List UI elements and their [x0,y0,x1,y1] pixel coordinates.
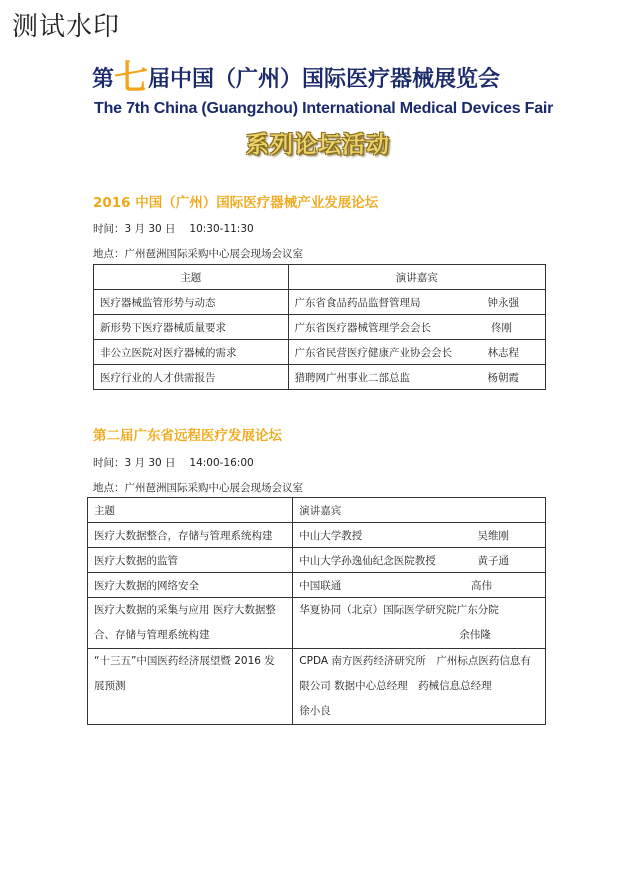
forum2-title: 第二届广东省远程医疗发展论坛 [93,428,282,444]
forum1-location: 地点：广州琶洲国际采购中心展会现场会议室 [93,248,303,260]
speaker-name: 佟刚 [491,321,512,334]
topic-cell: 非公立医院对医疗器械的需求 [94,340,289,365]
table-header-row [88,498,546,523]
speaker-cell [288,340,545,365]
speaker-org: 中国联通 [299,579,342,592]
speaker-org: 中山大学孙逸仙纪念医院教授 [299,554,436,567]
table-row [94,315,546,340]
speaker-cell [293,649,546,725]
forum2-table [87,497,546,725]
forum2-location: 地点：广州琶洲国际采购中心展会现场会议室 [93,482,303,494]
speaker-name: 吴维刚 [477,529,509,542]
speaker-cell [293,598,546,649]
topic-line: 展预测 [94,680,126,692]
topic-cell [88,649,293,725]
topic-cell: 新形势下医疗器械质量要求 [94,315,289,340]
col-topic-header: 主题 [94,265,289,290]
speaker-name: 林志程 [487,346,519,359]
speaker-name: 徐小良 [299,705,331,717]
col-topic-header: 主题 [88,498,293,523]
table-row [88,523,546,548]
forum1-time: 时间：3 月 30 日 10:30-11:30 [93,223,254,235]
table-row [88,649,546,725]
speaker-line: CPDA 南方医药经济研究所 广州标点医药信息有 [299,655,531,667]
speaker-cell [293,548,546,573]
speaker-line: 限公司 数据中心总经理 药械信息总经理 [299,680,492,692]
col-speakers-header: 演讲嘉宾 [288,265,545,290]
series-banner: 系列论坛活动 [246,132,390,158]
speaker-name: 黄子通 [477,554,509,567]
speaker-name: 高伟 [471,579,492,592]
forum1-title: 2016 中国（广州）国际医疗器械产业发展论坛 [93,195,379,211]
speaker-cell [288,365,545,390]
col-speakers-header: 演讲嘉宾 [293,498,546,523]
topic-cell: 医疗大数据的监管 [88,548,293,573]
table-row [94,290,546,315]
speaker-org: 中山大学教授 [299,529,363,542]
fair-title-en: The 7th China (Guangzhou) International Medical Devices Fair [94,100,554,117]
forum2-time: 时间：3 月 30 日 14:00-16:00 [93,457,254,469]
topic-line: “十三五”中国医药经济展望暨 2016 发 [94,655,275,667]
speaker-cell [293,573,546,598]
table-row [88,573,546,598]
topic-line: 医疗大数据的采集与应用 医疗大数据整 [94,604,276,616]
table-row [94,365,546,390]
speaker-cell [288,315,545,340]
topic-cell: 医疗大数据整合，存储与管理系统构建 [88,523,293,548]
title-suffix: 届中国（广州）国际医疗器械展览会 [148,67,501,92]
speaker-cell [288,290,545,315]
fair-title-cn [92,58,501,98]
topic-cell [88,598,293,649]
title-number: 七 [114,58,149,98]
speaker-org: 华夏协同（北京）国际医学研究院广东分院 [299,604,499,616]
speaker-org: 广东省食品药品监督管理局 [294,296,421,309]
table-row [94,340,546,365]
topic-cell: 医疗大数据的网络安全 [88,573,293,598]
speaker-name: 余伟隆 [459,629,491,641]
speaker-name: 钟永强 [487,296,519,309]
topic-cell: 医疗器械监管形势与动态 [94,290,289,315]
topic-line: 合、存储与管理系统构建 [94,629,210,641]
table-header-row [94,265,546,290]
topic-cell: 医疗行业的人才供需报告 [94,365,289,390]
speaker-cell [293,523,546,548]
watermark: 测试水印 [12,12,121,42]
speaker-org: 猎聘网广州事业二部总监 [294,371,411,384]
speaker-org: 广东省医疗器械管理学会会长 [294,321,432,334]
table-row [88,548,546,573]
speaker-name: 杨朝霞 [487,371,519,384]
forum1-table [93,264,546,390]
table-row [88,598,546,649]
speaker-org: 广东省民营医疗健康产业协会会长 [294,346,453,359]
title-prefix: 第 [92,67,115,92]
